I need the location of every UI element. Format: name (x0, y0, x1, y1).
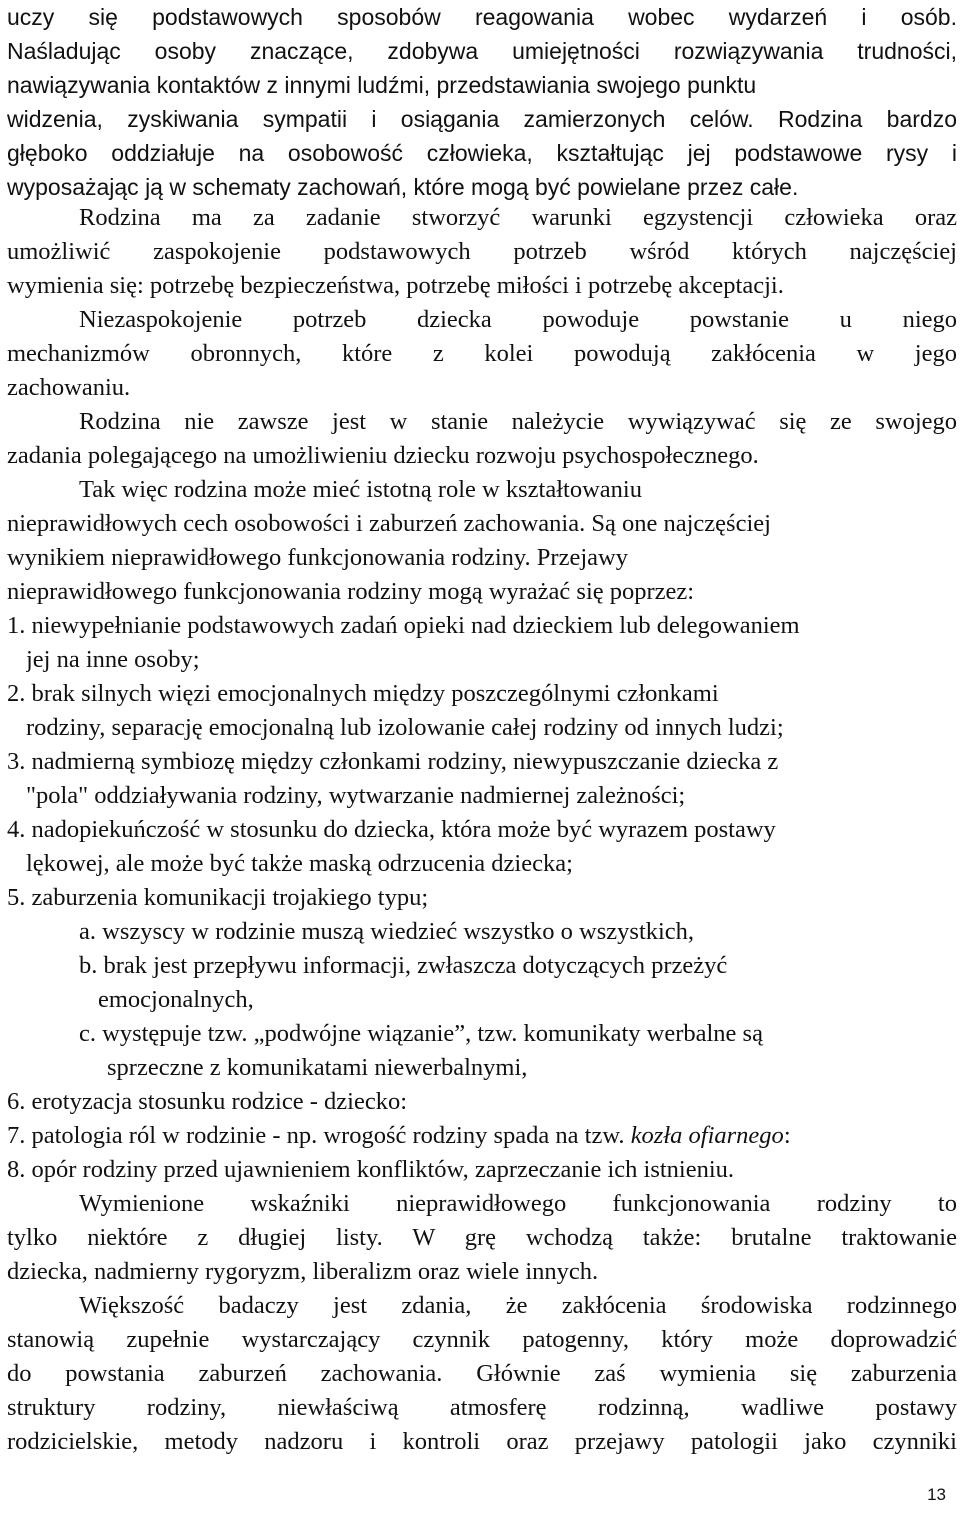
page-number: 13 (927, 1485, 946, 1504)
text-line: umożliwić zaspokojenie podstawowych potrzeb wśród których najczęściej (7, 238, 957, 265)
list-item-continuation: jej na inne osoby; (26, 646, 200, 673)
text-line: Naśladując osoby znaczące, zdobywa umiejętności rozwiązywania trudności, (7, 38, 957, 64)
text-line: Większość badaczy jest zdania, że zakłócenia środowiska rodzinnego (79, 1292, 957, 1319)
text-line: mechanizmów obronnych, które z kolei powodują zakłócenia w jego (7, 340, 957, 367)
list-item-suffix: : (783, 1122, 791, 1149)
list-item: 5. zaburzenia komunikacji trojakiego typu; (7, 884, 429, 911)
italic-term: kozła ofiarnego (630, 1122, 784, 1149)
text-line: uczy się podstawowych sposobów reagowania wobec wydarzeń i osób. (7, 4, 957, 30)
text-line: struktury rodziny, niewłaściwą atmosferę rodzinną, wadliwe postawy (7, 1394, 957, 1421)
text-line: nawiązywania kontaktów z innymi ludźmi, przedstawiania swojego punktu (7, 72, 757, 98)
text-line: głęboko oddziałuje na osobowość człowieka, kształtując jej podstawowe rysy i (7, 140, 957, 166)
text-line: Tak więc rodzina może mieć istotną role w kształtowaniu (79, 476, 642, 503)
sub-list-item-continuation: emocjonalnych, (98, 986, 254, 1013)
sub-list-item: b. brak jest przepływu informacji, zwłaszcza dotyczących przeżyć (79, 952, 728, 979)
sub-list-item: c. występuje tzw. „podwójne wiązanie”, tzw. komunikaty werbalne są (79, 1020, 763, 1047)
text-line: Niezaspokojenie potrzeb dziecka powoduje powstanie u niego (79, 306, 957, 333)
text-line: zachowaniu. (7, 374, 131, 401)
text-line: zadania polegającego na umożliwieniu dziecku rozwoju psychospołecznego. (7, 442, 759, 469)
text-line: wymienia się: potrzebę bezpieczeństwa, potrzebę miłości i potrzebę akceptacji. (7, 272, 784, 299)
list-item: 8. opór rodziny przed ujawnieniem konfliktów, zaprzeczanie ich istnieniu. (7, 1156, 735, 1183)
text-line: do powstania zaburzeń zachowania. Głównie zaś wymienia się zaburzenia (7, 1360, 957, 1387)
sub-list-item-continuation: sprzeczne z komunikatami niewerbalnymi, (107, 1054, 528, 1081)
list-item: 4. nadopiekuńczość w stosunku do dziecka, która może być wyrazem postawy (7, 816, 776, 843)
text-line: tylko niektóre z długiej listy. W grę wchodzą także: brutalne traktowanie (7, 1224, 957, 1251)
text-line: nieprawidłowego funkcjonowania rodziny mogą wyrażać się poprzez: (7, 578, 695, 605)
text-line: nieprawidłowych cech osobowości i zaburzeń zachowania. Są one najczęściej (7, 510, 771, 537)
sub-list-item: a. wszyscy w rodzinie muszą wiedzieć wszystko o wszystkich, (79, 918, 695, 945)
text-line: stanowią zupełnie wystarczający czynnik patogenny, który może doprowadzić (7, 1326, 957, 1353)
text-line: dziecka, nadmierny rygoryzm, liberalizm oraz wiele innych. (7, 1258, 599, 1285)
text-line: Wymienione wskaźniki nieprawidłowego funkcjonowania rodziny to (79, 1190, 957, 1217)
list-item: 2. brak silnych więzi emocjonalnych między poszczególnymi członkami (7, 680, 719, 707)
text-line: Rodzina nie zawsze jest w stanie należycie wywiązywać się ze swojego (79, 408, 957, 435)
text-line: rodzicielskie, metody nadzoru i kontroli oraz przejawy patologii jako czynniki (7, 1428, 957, 1455)
text-line: wyposażając ją w schematy zachowań, które mogą być powielane przez całe. (7, 174, 799, 200)
list-item-continuation: rodziny, separację emocjonalną lub izolowanie całej rodziny od innych ludzi; (26, 714, 784, 741)
list-item-continuation: lękowej, ale może być także maską odrzucenia dziecka; (26, 850, 573, 877)
list-item (7, 1119, 957, 1153)
list-item-text: 7. patologia ról w rodzinie - np. wrogość rodziny spada na tzw. (7, 1122, 631, 1149)
text-line: Rodzina ma za zadanie stworzyć warunki egzystencji człowieka oraz (79, 204, 957, 231)
list-item: 3. nadmierną symbiozę między członkami rodziny, niewypuszczanie dziecka z (7, 748, 779, 775)
list-item-continuation: "pola" oddziaływania rodziny, wytwarzanie nadmiernej zależności; (26, 782, 686, 809)
list-item: 6. erotyzacja stosunku rodzice - dziecko: (7, 1088, 408, 1115)
list-item: 1. niewypełnianie podstawowych zadań opieki nad dzieckiem lub delegowaniem (7, 612, 800, 639)
text-line: widzenia, zyskiwania sympatii i osiągania zamierzonych celów. Rodzina bardzo (7, 106, 957, 132)
text-line: wynikiem nieprawidłowego funkcjonowania rodziny. Przejawy (7, 544, 628, 571)
